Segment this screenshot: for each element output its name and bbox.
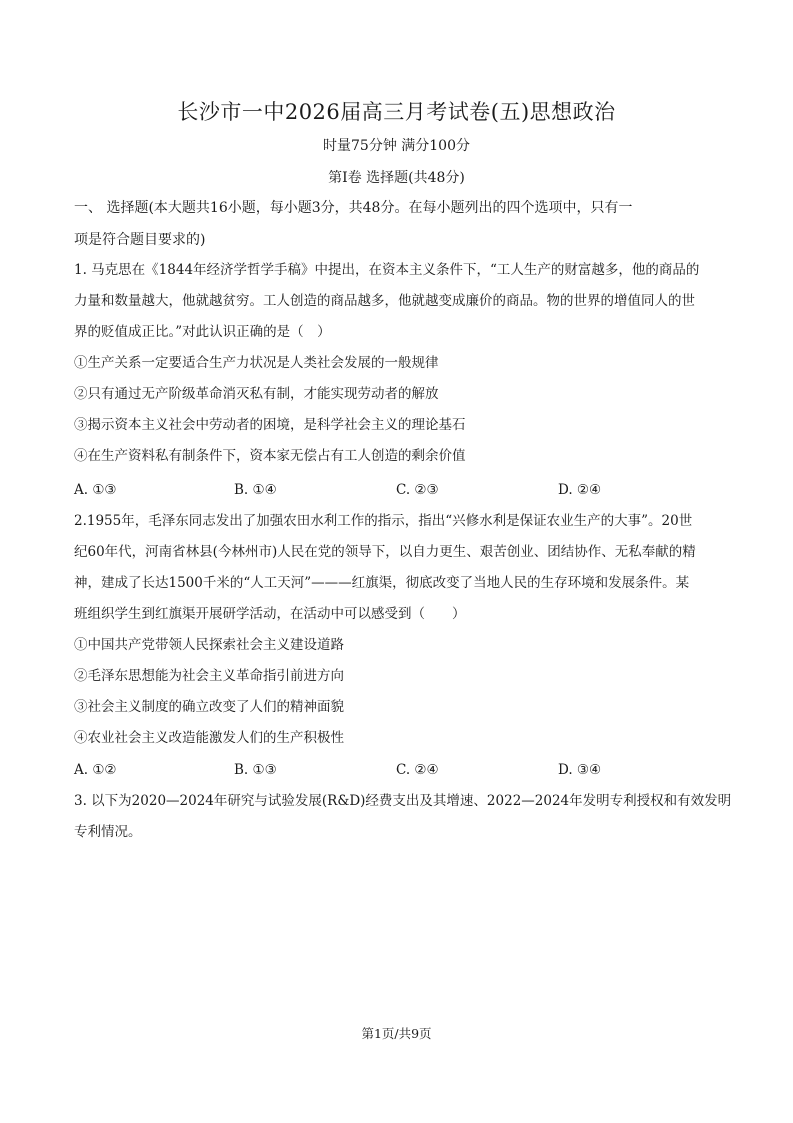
choice-d[interactable]: D. ②④ — [558, 482, 602, 498]
statement-item: ③社会主义制度的确立改变了人们的精神面貌 — [74, 699, 344, 715]
statement-item: ①中国共产党带领人民探索社会主义建设道路 — [74, 637, 344, 653]
statement-item: ①生产关系一定要适合生产力状况是人类社会发展的一般规律 — [74, 355, 439, 371]
question-1-statements — [74, 348, 722, 472]
question-stem-line: 界的贬值成正比。”对此认识正确的是（ ） — [74, 324, 331, 340]
choice-a[interactable]: A. ①③ — [74, 482, 117, 498]
page-title: 长沙市一中2026届高三月考试卷(五)思想政治 — [177, 100, 616, 124]
statement-item: ④农业社会主义改造能激发人们的生产积极性 — [74, 730, 344, 746]
question-stem-line: 纪60年代，河南省林县(今林州市)人民在党的领导下，以自力更生、艰苦创业、团结协作、无私奉献的精 — [74, 544, 696, 560]
choice-c[interactable]: C. ②③ — [396, 482, 439, 498]
question-stem-line: 专利情况。 — [74, 824, 142, 840]
section-line: 项是符合题目要求的) — [74, 232, 206, 248]
choice-c[interactable]: C. ②④ — [396, 762, 439, 778]
choice-d[interactable]: D. ③④ — [558, 762, 602, 778]
question-3-stem — [74, 786, 732, 848]
question-stem-line: 神，建成了长达1500千米的“人工天河”———红旗渠，彻底改变了当地人民的生存环境和发展条件。某 — [74, 575, 690, 591]
question-2-choices — [74, 755, 722, 786]
question-stem-line: 力量和数量越大，他就越贫穷。工人创造的商品越多，他就越变成廉价的商品。物的世界的增值同人的世 — [74, 293, 695, 309]
question-stem-line: 班组织学生到红旗渠开展研学活动，在活动中可以感受到（ ） — [74, 606, 466, 622]
choice-a[interactable]: A. ①② — [74, 762, 117, 778]
choice-b[interactable]: B. ①④ — [234, 482, 277, 498]
question-2-statements — [74, 630, 722, 754]
section-instructions — [74, 192, 722, 256]
section-line: 一、 选择题(本大题共16小题，每小题3分，共48分。在每小题列出的四个选项中，只有一 — [74, 200, 633, 216]
part-title: 第Ⅰ卷 选择题(共48分) — [328, 170, 465, 186]
statement-item: ③揭示资本主义社会中劳动者的困境，是科学社会主义的理论基石 — [74, 417, 466, 433]
choice-b[interactable]: B. ①③ — [234, 762, 277, 778]
statement-item: ④在生产资料私有制条件下，资本家无偿占有工人创造的剩余价值 — [74, 448, 466, 464]
question-1-choices — [74, 475, 722, 506]
question-stem-line: 3. 以下为2020—2024年研究与试验发展(R&D)经费支出及其增速、2022—2024年发明专利授权和有效发明 — [74, 793, 732, 809]
question-stem-line: 1. 马克思在《1844年经济学哲学手稿》中提出，在资本主义条件下，“工人生产的财富越多，他的商品的 — [74, 262, 700, 278]
question-stem-line: 2.1955年，毛泽东同志发出了加强农田水利工作的指示，指出“兴修水利是保证农业生产的大事”。20世 — [74, 513, 693, 529]
statement-item: ②只有通过无产阶级革命消灭私有制，才能实现劳动者的解放 — [74, 386, 439, 402]
statement-item: ②毛泽东思想能为社会主义革命指引前进方向 — [74, 668, 344, 684]
exam-info: 时量75分钟 满分100分 — [323, 138, 470, 154]
question-2-stem — [74, 506, 722, 630]
page-number: 第1页/共9页 — [361, 1026, 432, 1041]
question-1-stem — [74, 255, 722, 348]
